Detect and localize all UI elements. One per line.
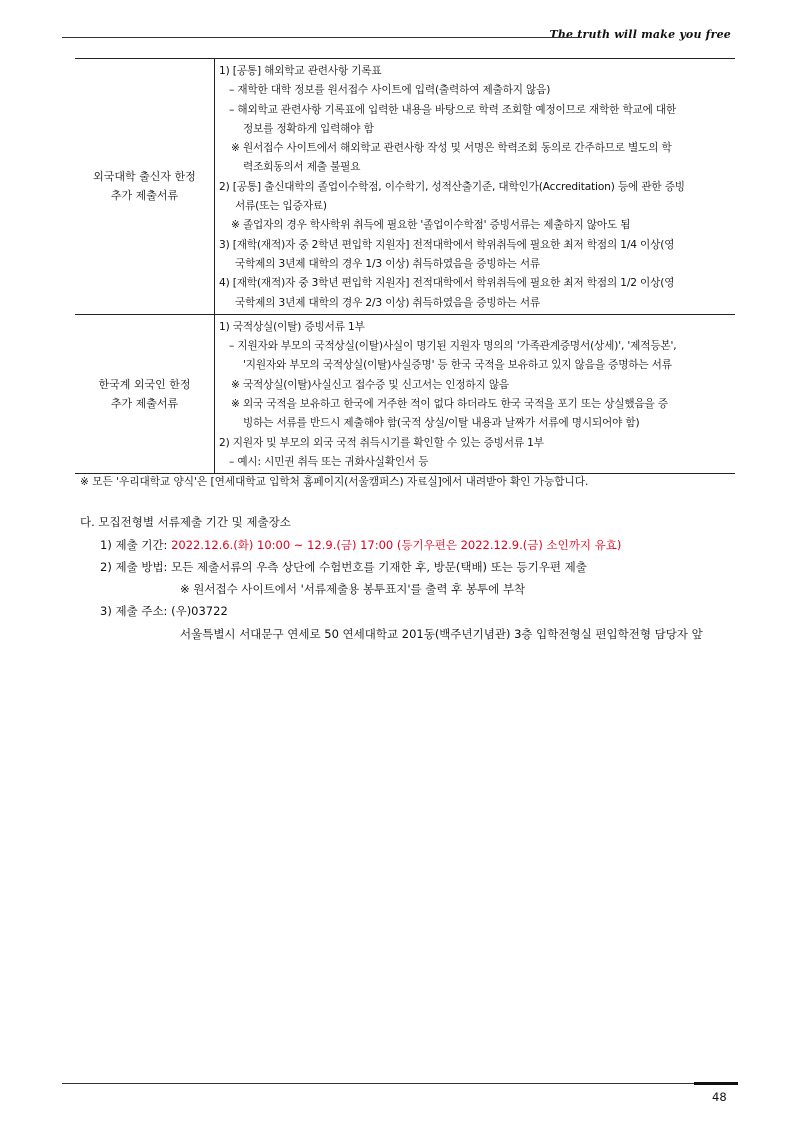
detail-line: 국학제의 3년제 대학의 경우 2/3 이상) 취득하였음을 증빙하는 서류 [235, 296, 540, 309]
detail-line: ※ 외국 국적을 보유하고 한국에 거주한 적이 없다 하더라도 한국 국적을 포기 또는 상실했음을 증 [231, 398, 668, 411]
detail-line: ※ 졸업자의 경우 학사학위 취득에 필요한 '졸업이수학점' 증빙서류는 제출하지 않아도 됨 [231, 219, 631, 232]
method-label: 2) 제출 방법: [100, 560, 168, 574]
section-title: 다. 모집전형별 서류제출 기간 및 제출장소 [80, 515, 291, 529]
header-motto: The truth will make you free [549, 28, 731, 41]
method-note: ※ 원서접수 사이트에서 '서류제출용 봉투표지'를 출력 후 봉투에 부착 [180, 582, 526, 596]
header-rule [62, 37, 582, 38]
submission-period [100, 537, 621, 553]
detail-line: 국학제의 3년제 대학의 경우 1/3 이상) 취득하였음을 증빙하는 서류 [235, 257, 540, 270]
detail-line: 4) [재학(재적)자 중 3학년 편입학 지원자] 전적대학에서 학위취득에 필요한 최저 학점의 1/2 이상(영 [219, 277, 675, 290]
address-postal: (우)03722 [171, 604, 228, 618]
detail-line: – 재학한 대학 정보를 원서접수 사이트에 입력(출력하여 제출하지 않음) [229, 84, 551, 97]
submission-address [100, 603, 228, 619]
table-row-foreign-university [75, 59, 735, 315]
detail-line: – 해외학교 관련사항 기록표에 입력한 내용을 바탕으로 학력 조회할 예정이므로 재학한 학교에 대한 [229, 103, 677, 116]
detail-line: 3) [재학(재적)자 중 2학년 편입학 지원자] 전적대학에서 학위취득에 필요한 최저 학점의 1/4 이상(영 [219, 238, 675, 251]
category-line: 한국계 외국인 한정 [98, 378, 191, 392]
period-value: 2022.12.6.(화) 10:00 ~ 12.9.(금) 17:00 (등기우편은 2022.12.9.(금) 소인까지 유효) [171, 538, 622, 552]
address-line: 서울특별시 서대문구 연세로 50 연세대학교 201동(백주년기념관) 3층 입학전형실 편입학전형 담당자 앞 [180, 627, 703, 641]
submission-method [100, 559, 587, 575]
footer-rule [62, 1083, 738, 1084]
forms-note: ※ 모든 '우리대학교 양식'은 [연세대학교 입학처 홈페이지(서울캠퍼스) 자료실]에서 내려받아 확인 가능합니다. [80, 476, 589, 488]
detail-line: 빙하는 서류를 반드시 제출해야 함(국적 상실/이탈 내용과 날짜가 서류에 명시되어야 함) [243, 417, 640, 430]
detail-line: 1) 국적상실(이탈) 증빙서류 1부 [219, 320, 365, 333]
detail-line: – 예시: 시민권 취득 또는 귀화사실확인서 등 [229, 455, 429, 468]
table-row-korean-foreigner [75, 314, 735, 473]
detail-line: ※ 원서접수 사이트에서 해외학교 관련사항 작성 및 서명은 학력조회 동의로 간주하므로 별도의 학 [231, 142, 672, 155]
category-line: 추가 제출서류 [110, 189, 179, 203]
detail-line: 1) [공통] 해외학교 관련사항 기록표 [219, 65, 382, 77]
category-line: 외국대학 출신자 한정 [93, 170, 196, 184]
period-label: 1) 제출 기간: [100, 538, 168, 552]
footer-rule-accent [694, 1082, 738, 1085]
details-cell [215, 59, 736, 315]
detail-line: 2) 지원자 및 부모의 외국 국적 취득시기를 확인할 수 있는 증빙서류 1부 [219, 436, 544, 449]
detail-line: 력조회동의서 제출 불필요 [243, 161, 361, 174]
detail-line: 서류(또는 입증자료) [235, 200, 327, 213]
category-cell [75, 59, 215, 315]
page-number: 48 [712, 1090, 727, 1104]
details-cell [215, 314, 736, 473]
requirements-table [75, 58, 735, 474]
address-label: 3) 제출 주소: [100, 604, 168, 618]
category-cell [75, 314, 215, 473]
detail-line: '지원자와 부모의 국적상실(이탈)사실증명' 등 한국 국적을 보유하고 있지 않음을 증명하는 서류 [243, 359, 672, 372]
method-value: 모든 제출서류의 우측 상단에 수험번호를 기재한 후, 방문(택배) 또는 등기우편 제출 [171, 560, 587, 574]
detail-line: 2) [공통] 출신대학의 졸업이수학점, 이수학기, 성적산출기준, 대학인가(Accreditation) 등에 관한 증빙 [219, 180, 685, 193]
detail-line: ※ 국적상실(이탈)사실신고 접수증 및 신고서는 인정하지 않음 [231, 378, 510, 391]
category-line: 추가 제출서류 [110, 397, 179, 411]
detail-line: 정보를 정확하게 입력해야 함 [243, 122, 374, 135]
detail-line: – 지원자와 부모의 국적상실(이탈)사실이 명기된 지원자 명의의 '가족관계증명서(상세)', '제적등본', [229, 340, 677, 353]
